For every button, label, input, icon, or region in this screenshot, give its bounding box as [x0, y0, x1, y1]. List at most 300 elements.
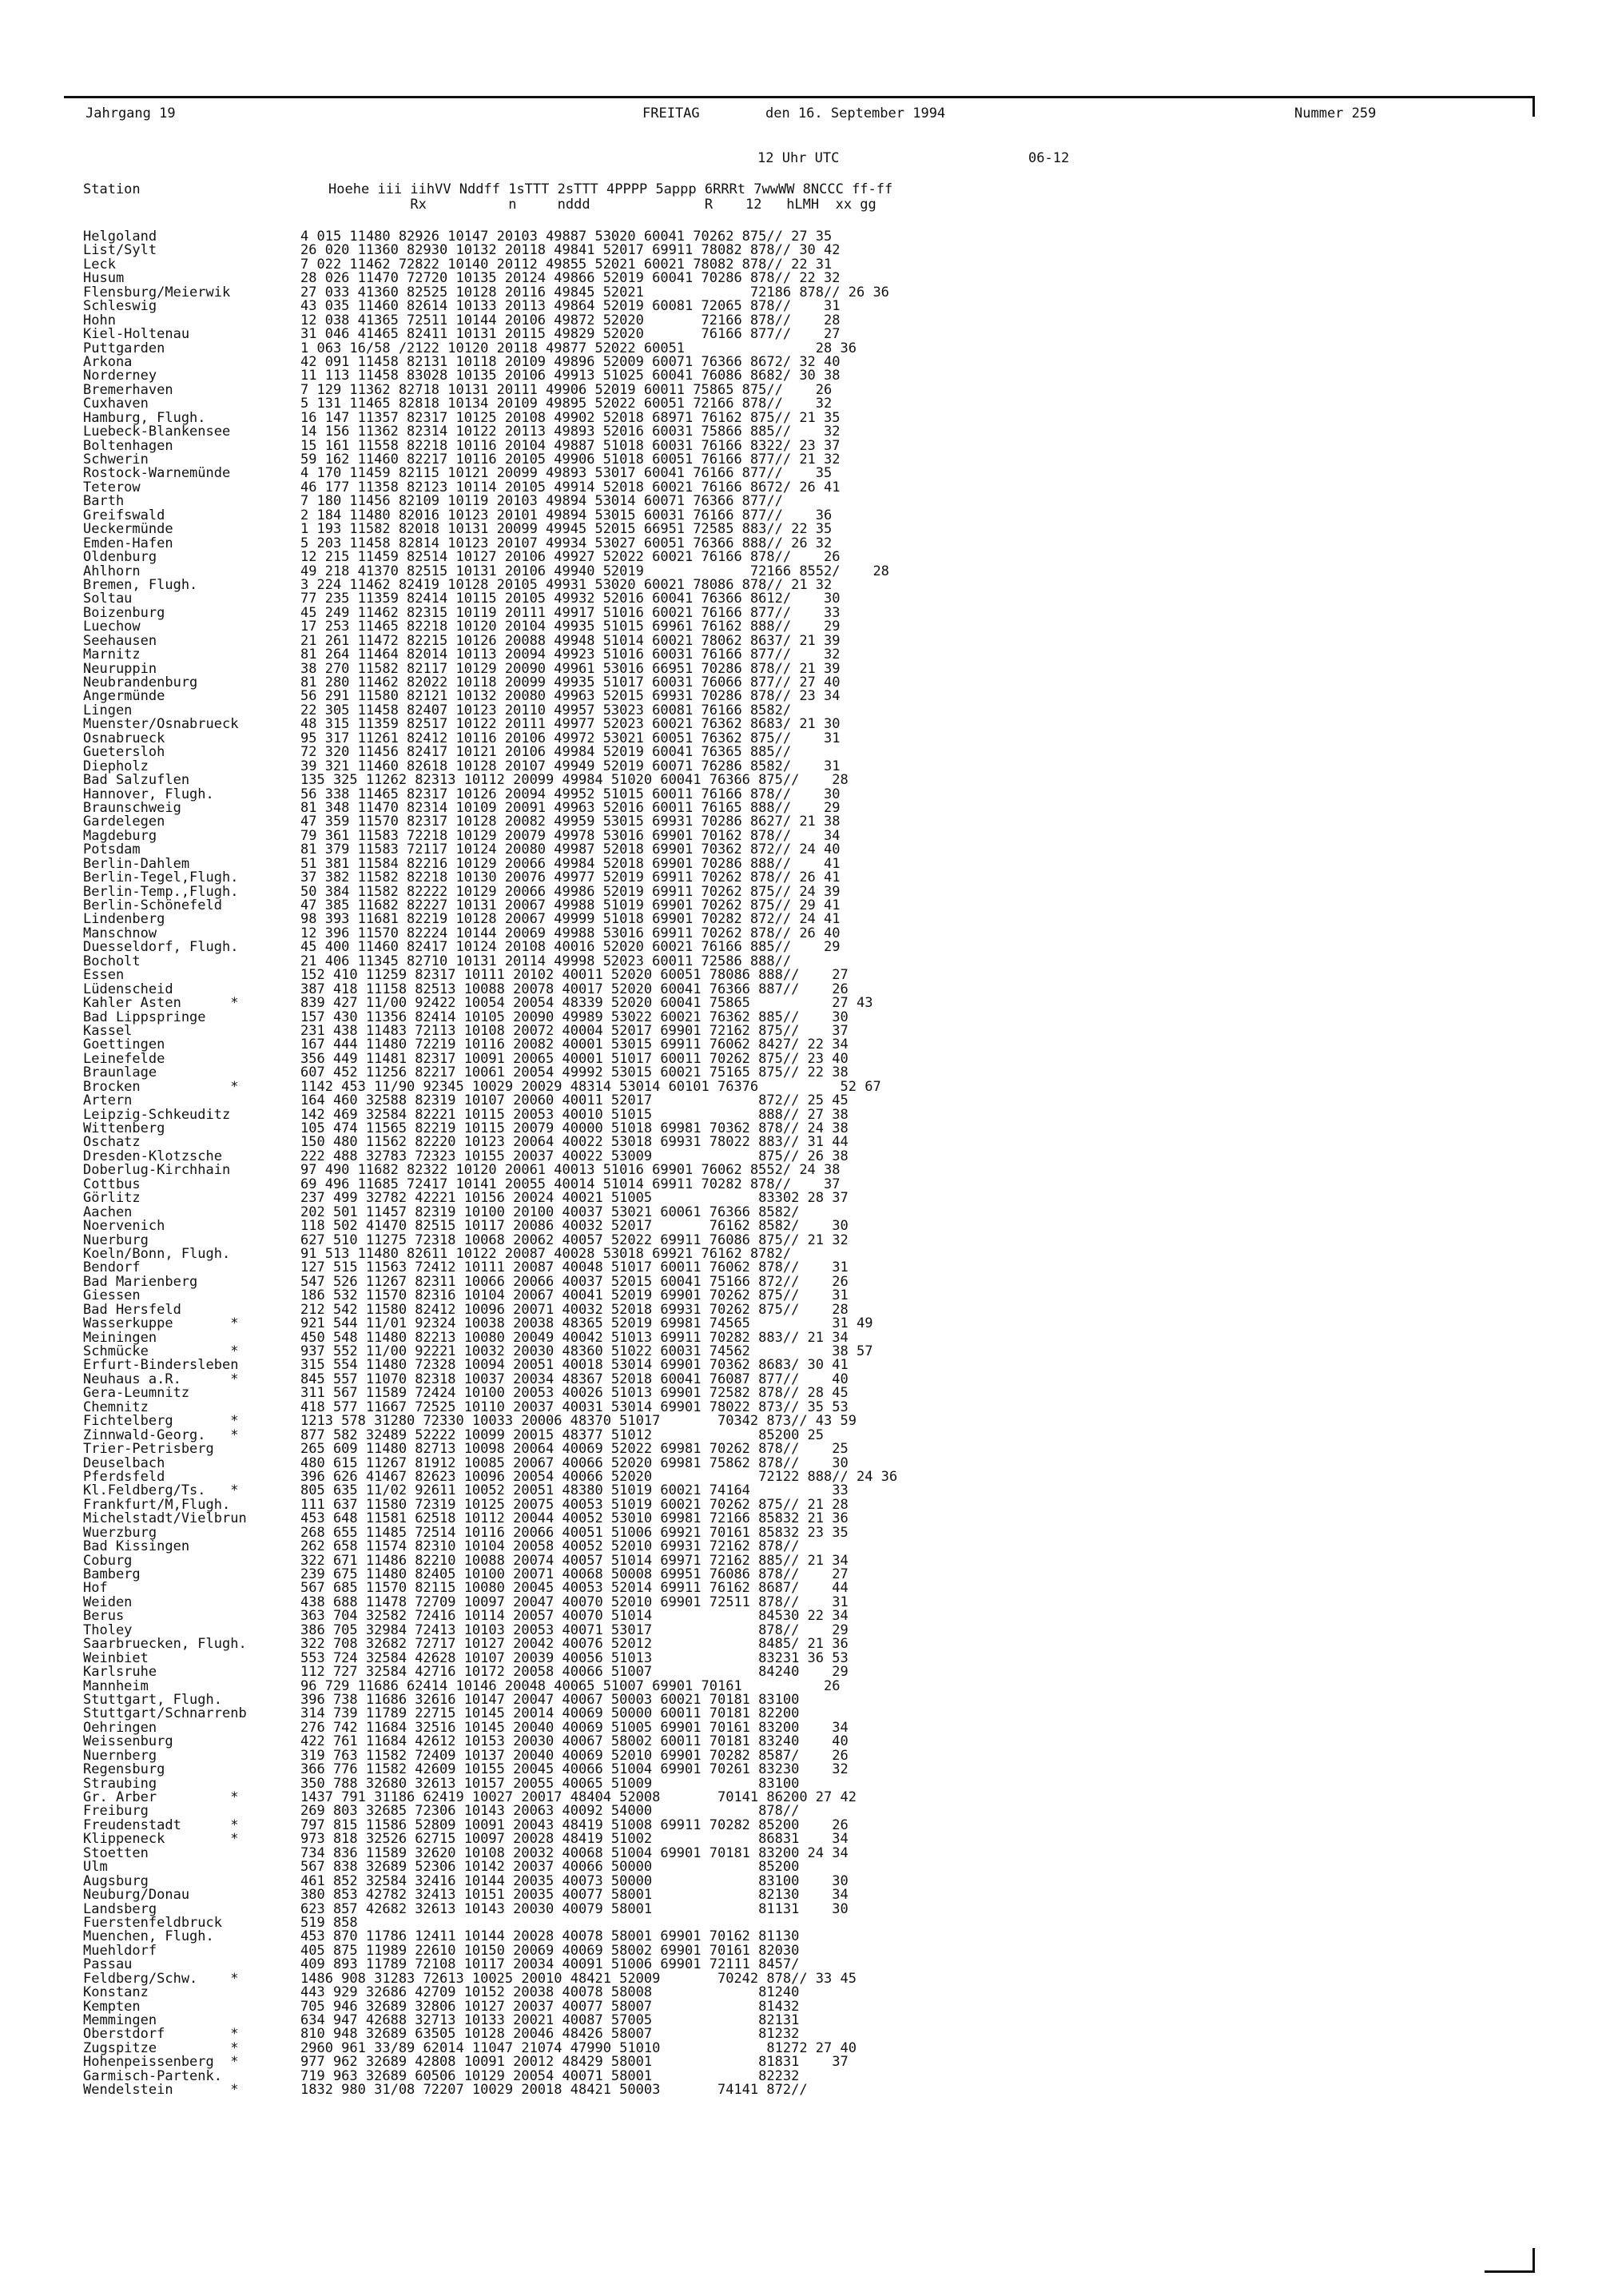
table-row [83, 1900, 1051, 1917]
station-values: 81 348 11470 82314 10109 20091 49963 52016 60011 76165 888// 29 [300, 799, 841, 816]
station-values: 418 577 11667 72525 10110 20037 40031 53014 69901 78022 873// 35 53 [300, 1399, 849, 1415]
station-values: 12 038 41365 72511 10144 20106 49872 52020 72166 878// 28 [300, 312, 841, 328]
station-values: 480 615 11267 81912 10085 20067 40066 52020 69981 75862 878// 30 [300, 1454, 849, 1471]
station-name: Leinefelde [83, 1050, 165, 1067]
station-name: Bremerhaven [83, 381, 173, 398]
station-values: 409 893 11789 72108 10117 20034 40091 51006 69901 72111 8457/ [300, 1956, 800, 1973]
station-values: 39 321 11460 82618 10128 20107 49949 52019 60071 76286 8582/ 31 [300, 758, 841, 774]
station-name: Deuselbach [83, 1454, 165, 1471]
station-name: Guetersloh [83, 744, 165, 761]
station-values: 152 410 11259 82317 10111 20102 40011 52020 60051 78086 888// 27 [300, 967, 849, 984]
station-values: 1437 791 31186 62419 10027 20017 48404 52008 70141 86200 27 42 [300, 1789, 857, 1805]
station-values: 396 626 41467 82623 10096 20054 40066 52020 72122 888// 24 36 [300, 1468, 898, 1485]
station-name: Regensburg [83, 1761, 165, 1778]
station-name: Garmisch-Partenk. [83, 2067, 222, 2084]
station-name: Osnabrueck [83, 730, 165, 746]
station-name: Augsburg [83, 1872, 149, 1889]
station-values: 322 671 11486 82210 10088 20074 40057 51014 69971 72162 885// 21 34 [300, 1552, 849, 1569]
station-values: 81 264 11464 82014 10113 20094 49923 51016 60031 76166 877// 32 [300, 647, 841, 663]
station-name: Leck [83, 256, 116, 273]
station-name: Oehringen [83, 1719, 157, 1736]
station-name: Giessen [83, 1287, 141, 1304]
station-values: 1 193 11582 82018 10131 20099 49945 52015 66951 72585 883// 22 35 [300, 521, 833, 538]
station-name: Muehldorf [83, 1942, 157, 1959]
station-name: Hohenpeissenberg * [83, 2054, 239, 2071]
station-values: 21 406 11345 82710 10131 20114 49998 52023 60011 72586 888// [300, 953, 792, 969]
station-name: Bamberg [83, 1566, 141, 1582]
station-values: 7 129 11362 82718 10131 20111 49906 52019 60011 75865 875// 26 [300, 381, 833, 398]
station-name: Oldenburg [83, 549, 157, 566]
station-name: List/Sylt [83, 242, 157, 259]
table-row [83, 1192, 1051, 1205]
station-name: Wittenberg [83, 1120, 165, 1136]
station-name: Husum [83, 270, 125, 287]
station-values: 38 270 11582 82117 10129 20090 49961 53016 66951 70286 878// 21 39 [300, 660, 841, 677]
station-name: Neuburg/Donau [83, 1887, 190, 1904]
station-values: 276 742 11684 32516 10145 20040 40069 51005 69901 70161 83200 34 [300, 1719, 849, 1736]
station-name: Doberlug-Kirchhain [83, 1162, 231, 1179]
issue-number: Nummer 259 [1294, 105, 1377, 121]
station-values: 705 946 32689 32806 10127 20037 40077 58007 81432 [300, 1998, 800, 2015]
station-values: 2960 961 33/89 62014 11047 21074 47990 51010 81272 27 40 [300, 2039, 857, 2056]
station-name: Weissenburg [83, 1733, 173, 1750]
station-name: Bendorf [83, 1259, 141, 1276]
station-name: Helgoland [83, 229, 157, 245]
station-name: Lüdenscheid [83, 981, 173, 997]
station-name: Bremen, Flugh. [83, 576, 198, 593]
station-name: Pferdsfeld [83, 1468, 165, 1485]
station-values: 105 474 11565 82219 10115 20079 40000 51018 69981 70362 878// 24 38 [300, 1120, 849, 1136]
station-name: Berlin-Schönefeld [83, 897, 222, 913]
table-row [83, 523, 1051, 536]
station-name: Luebeck-Blankensee [83, 424, 231, 440]
station-values: 547 526 11267 82311 10066 20066 40037 52015 60041 75166 872// 26 [300, 1273, 849, 1290]
station-name: Hannover, Flugh. [83, 786, 214, 802]
station-values: 45 400 11460 82417 10124 20108 40016 52020 60021 76166 885// 29 [300, 939, 841, 956]
station-values: 96 729 11686 62414 10146 20048 40065 51007 69901 70161 26 [300, 1677, 841, 1694]
station-name: Muenchen, Flugh. [83, 1928, 214, 1945]
station-values: 453 870 11786 12411 10144 20028 40078 58001 69901 70162 81130 [300, 1928, 800, 1945]
station-name: Duesseldorf, Flugh. [83, 939, 239, 956]
station-name: Greifswald [83, 507, 165, 523]
station-name: Wasserkuppe * [83, 1315, 239, 1332]
station-values: 567 838 32689 52306 10142 20037 40066 50000 85200 [300, 1859, 800, 1876]
station-name: Kempten [83, 1998, 141, 2015]
station-values: 634 947 42688 32713 10133 20021 40087 57005 82131 [300, 2012, 800, 2028]
station-values: 396 738 11686 32616 10147 20047 40067 50003 60021 70181 83100 [300, 1691, 800, 1708]
table-row [83, 648, 1051, 662]
station-name: Emden-Hafen [83, 535, 173, 551]
station-values: 387 418 11158 82513 10088 20078 40017 52020 60041 76366 887// 26 [300, 981, 849, 997]
station-values: 81 280 11462 82022 10118 20099 49935 51017 60031 76066 877// 27 40 [300, 674, 841, 690]
station-values: 231 438 11483 72113 10108 20072 40004 52017 69901 72162 875// 37 [300, 1022, 849, 1039]
station-values: 51 381 11584 82216 10129 20066 49984 52018 69901 70286 888// 41 [300, 855, 841, 872]
station-values: 4 170 11459 82115 10121 20099 49893 53017 60041 76166 877// 35 [300, 465, 833, 482]
station-name: Mannheim [83, 1677, 149, 1694]
station-name: Angermünde [83, 688, 165, 705]
station-values: 380 853 42782 32413 10151 20035 40077 58001 82130 34 [300, 1887, 849, 1904]
station-name: Bad Kissingen [83, 1538, 190, 1555]
station-values: 2 184 11480 82016 10123 20101 49894 53015 60031 76166 877// 36 [300, 507, 833, 523]
station-values: 43 035 11460 82614 10133 20113 49864 52019 60081 72065 878// 31 [300, 298, 841, 315]
station-values: 81 379 11583 72117 10124 20080 49987 52018 69901 70362 872// 24 40 [300, 842, 841, 858]
station-values: 239 675 11480 82405 10100 20071 40068 50008 69951 76086 878// 27 [300, 1566, 849, 1582]
station-values: 167 444 11480 72219 10116 20082 40001 53015 69911 76062 8427/ 22 34 [300, 1037, 849, 1053]
table-row [83, 997, 1051, 1010]
station-name: Feldberg/Schw. * [83, 1970, 239, 1987]
station-values: 268 655 11485 72514 10116 20066 40051 51006 69921 70161 85832 23 35 [300, 1524, 849, 1541]
station-name: Berlin-Tegel,Flugh. [83, 869, 239, 886]
station-values: 97 490 11682 82322 10120 20061 40013 51016 69901 76062 8552/ 24 38 [300, 1162, 841, 1179]
station-name: Bad Lippspringe [83, 1009, 206, 1025]
station-name: Coburg [83, 1552, 133, 1569]
station-values: 422 761 11684 42612 10153 20030 40067 58002 60011 70181 83240 40 [300, 1733, 849, 1750]
column-headers: Station Hoehe iii iihVV Nddff 1sTTT 2sTTT 4PPPP 5appp 6RRRt 7wwWW 8NCCC ff-ff [83, 181, 893, 197]
station-name: Meiningen [83, 1329, 157, 1346]
station-values: 118 502 41470 82515 10117 20086 40032 52017 76162 8582/ 30 [300, 1218, 849, 1235]
station-name: Passau [83, 1956, 133, 1973]
station-values: 7 180 11456 82109 10119 20103 49894 53014 60071 76366 877// [300, 493, 783, 510]
station-values: 135 325 11262 82313 10112 20099 49984 51020 60041 76366 875// 28 [300, 772, 849, 789]
station-name: Dresden-Klotzsche [83, 1148, 222, 1164]
station-name: Bad Salzuflen [83, 772, 190, 789]
station-values: 719 963 32689 60506 10129 20054 40071 58001 82232 [300, 2067, 800, 2084]
station-values: 3 224 11462 82419 10128 20105 49931 53020 60021 78086 878// 21 32 [300, 576, 833, 593]
station-name: Landsberg [83, 1900, 157, 1917]
station-name: Hof [83, 1580, 108, 1597]
station-name: Konstanz [83, 1984, 149, 2001]
station-values: 26 020 11360 82930 10132 20118 49841 52017 69911 78082 878// 30 42 [300, 242, 841, 259]
table-row [83, 1986, 1051, 2000]
station-name: Soltau [83, 591, 133, 607]
station-name: Hamburg, Flugh. [83, 409, 206, 426]
station-name: Berus [83, 1608, 125, 1625]
station-values: 366 776 11582 42609 10155 20045 40066 51004 69901 70261 83230 32 [300, 1761, 849, 1778]
table-row [83, 425, 1051, 439]
station-name: Neuruppin [83, 660, 157, 677]
frame-top-rule [64, 96, 1534, 98]
station-values: 50 384 11582 82222 10129 20066 49986 52019 69911 70262 875// 24 39 [300, 883, 841, 900]
observation-time: 12 Uhr UTC [757, 150, 840, 166]
station-name: Stuttgart, Flugh. [83, 1691, 222, 1708]
station-values: 937 552 11/00 92221 10032 20030 48360 51022 60031 74562 38 57 [300, 1343, 873, 1359]
table-row [83, 1888, 1051, 1902]
station-name: Fichtelberg * [83, 1413, 239, 1430]
station-name: Schmücke * [83, 1343, 239, 1359]
station-name: Braunschweig [83, 799, 181, 816]
station-name: Lingen [83, 702, 133, 718]
report-date: den 16. September 1994 [765, 105, 946, 121]
station-values: 77 235 11359 82414 10115 20105 49932 52016 60041 76366 8612/ 30 [300, 591, 841, 607]
station-values: 567 685 11570 82115 10080 20045 40053 52014 69911 76162 8687/ 44 [300, 1580, 849, 1597]
station-values: 805 635 11/02 92611 10052 20051 48380 51019 60021 74164 33 [300, 1482, 849, 1499]
station-values: 47 359 11570 82317 10128 20082 49959 53015 69931 70286 8627/ 21 38 [300, 814, 841, 830]
station-table [83, 230, 1051, 2098]
station-name: Cottbus [83, 1176, 141, 1192]
station-values: 186 532 11570 82316 10104 20067 40041 52019 69901 70262 875// 31 [300, 1287, 849, 1304]
station-values: 98 393 11681 82219 10128 20067 49999 51018 69901 70282 872// 24 41 [300, 911, 841, 928]
table-row [83, 1415, 1051, 1428]
station-values: 112 727 32584 42716 10172 20058 40066 51007 84240 29 [300, 1664, 849, 1681]
station-name: Bocholt [83, 953, 141, 969]
station-name: Memmingen [83, 2012, 157, 2028]
station-values: 212 542 11580 82412 10096 20071 40032 52018 69931 70262 875// 28 [300, 1301, 849, 1318]
station-values: 17 253 11465 82218 10120 20104 49935 51015 69961 76162 888// 29 [300, 619, 841, 635]
station-name: Görlitz [83, 1190, 141, 1207]
station-name: Ulm [83, 1859, 108, 1876]
station-name: Gardelegen [83, 814, 165, 830]
station-values: 973 818 32526 62715 10097 20028 48419 51002 86831 34 [300, 1831, 849, 1848]
station-name: Arkona [83, 353, 133, 370]
station-name: Koeln/Bonn, Flugh. [83, 1245, 231, 1262]
station-values: 15 161 11558 82218 10116 20104 49887 51018 60031 76166 8322/ 23 37 [300, 437, 841, 454]
station-name: Potsdam [83, 842, 141, 858]
station-name: Seehausen [83, 632, 157, 649]
station-name: Weiden [83, 1594, 133, 1610]
station-name: Erfurt-Bindersleben [83, 1357, 239, 1374]
station-values: 142 469 32584 82221 10115 20053 40010 51015 888// 27 38 [300, 1106, 849, 1123]
station-name: Aachen [83, 1204, 133, 1220]
station-values: 877 582 32489 52222 10099 20015 48377 51012 85200 25 [300, 1427, 825, 1443]
station-values: 150 480 11562 82220 10123 20064 40022 53018 69931 78022 883// 31 44 [300, 1134, 849, 1151]
station-values: 839 427 11/00 92422 10054 20054 48339 52020 60041 75865 27 43 [300, 995, 873, 1012]
station-values: 202 501 11457 82319 10100 20100 40037 53021 60061 76366 8582/ [300, 1204, 800, 1220]
station-values: 1 063 16/58 /2122 10120 20118 49877 52022 60051 28 36 [300, 340, 857, 356]
station-name: Kassel [83, 1022, 133, 1039]
frame-right-top [1532, 96, 1535, 117]
station-name: Stoetten [83, 1844, 149, 1861]
station-values: 7 022 11462 72822 10140 20112 49855 52021 60021 78082 878// 22 31 [300, 256, 833, 273]
station-name: Marnitz [83, 647, 141, 663]
station-values: 623 857 42682 32613 10143 20030 40079 58001 81131 30 [300, 1900, 849, 1917]
table-row [83, 746, 1051, 759]
station-values: 222 488 32783 72323 10155 20037 40022 53009 875// 26 38 [300, 1148, 849, 1164]
station-name: Flensburg/Meierwik [83, 284, 231, 300]
table-row [83, 328, 1051, 341]
station-name: Gr. Arber * [83, 1789, 239, 1805]
station-values: 164 460 32588 82319 10107 20060 40011 52017 872// 25 45 [300, 1092, 849, 1109]
station-values: 453 648 11581 62518 10112 20044 40052 53010 69981 72166 85832 21 36 [300, 1510, 849, 1527]
station-name: Braunlage [83, 1064, 157, 1081]
station-name: Manschnow [83, 925, 157, 941]
station-name: Ueckermünde [83, 521, 173, 538]
table-row [83, 300, 1051, 313]
station-values: 127 515 11563 72412 10111 20087 40048 51017 60011 76062 878// 31 [300, 1259, 849, 1276]
station-name: Leipzig-Schkeuditz [83, 1106, 231, 1123]
station-values: 12 215 11459 82514 10127 20106 49927 52022 60021 76166 878// 26 [300, 549, 841, 566]
station-name: Neuhaus a.R. * [83, 1371, 239, 1387]
station-name: Schwerin [83, 452, 149, 468]
station-values: 45 249 11462 82315 10119 20111 49917 51016 60021 76166 877// 33 [300, 604, 841, 621]
station-values: 734 836 11589 32620 10108 20032 40068 51004 69901 70181 83200 24 34 [300, 1844, 849, 1861]
station-values: 4 015 11480 82926 10147 20103 49887 53020 60041 70262 875// 27 35 [300, 229, 833, 245]
station-values: 16 147 11357 82317 10125 20108 49902 52018 68971 76162 875// 21 35 [300, 409, 841, 426]
station-name: Bad Hersfeld [83, 1301, 181, 1318]
station-name: Stuttgart/Schnarrenb [83, 1705, 247, 1722]
station-values: 977 962 32689 42808 10091 20012 48429 58001 81831 37 [300, 2054, 849, 2071]
station-values: 1213 578 31280 72330 10033 20006 48370 51017 70342 873// 43 59 [300, 1413, 857, 1430]
station-name: Diepholz [83, 758, 149, 774]
table-row [83, 1665, 1051, 1679]
station-values: 607 452 11256 82217 10061 20054 49992 53015 60021 75165 875// 22 38 [300, 1064, 849, 1081]
station-name: Noervenich [83, 1218, 165, 1235]
station-name: Kl.Feldberg/Ts. * [83, 1482, 239, 1499]
station-name: Nuernberg [83, 1747, 157, 1764]
station-values: 69 496 11685 72417 10141 20055 40014 51014 69911 70282 878// 37 [300, 1176, 841, 1192]
station-name: Michelstadt/Vielbrun [83, 1510, 247, 1527]
station-values: 810 948 32689 63505 10128 20046 48426 58007 81232 [300, 2026, 800, 2043]
station-values: 553 724 32584 42628 10107 20039 40056 51013 83231 36 53 [300, 1649, 849, 1666]
station-values: 1832 980 31/08 72207 10029 20018 48421 50003 74141 872// [300, 2082, 808, 2099]
station-name: Kahler Asten * [83, 995, 239, 1012]
station-values: 111 637 11580 72319 10125 20075 40053 51019 60021 70262 875// 21 28 [300, 1496, 849, 1513]
station-name: Teterow [83, 479, 141, 495]
table-row [83, 871, 1051, 885]
station-name: Fuerstenfeldbruck [83, 1914, 222, 1931]
station-name: Saarbruecken, Flugh. [83, 1636, 247, 1653]
table-row [83, 1317, 1051, 1331]
station-name: Schleswig [83, 298, 157, 315]
station-name: Puttgarden [83, 340, 165, 356]
table-row [83, 1442, 1051, 1456]
station-values: 31 046 41465 82411 10131 20115 49829 52020 76166 877// 27 [300, 326, 841, 343]
station-values: 461 852 32584 32416 10144 20035 40073 50000 83100 30 [300, 1872, 849, 1889]
table-row [83, 774, 1051, 787]
station-values: 519 858 [300, 1914, 358, 1931]
station-values: 56 291 11580 82121 10132 20080 49963 52015 69931 70286 878// 23 34 [300, 688, 841, 705]
station-values: 845 557 11070 82318 10037 20034 48367 52018 60041 76087 877// 40 [300, 1371, 849, 1387]
station-name: Wendelstein * [83, 2082, 239, 2099]
station-name: Gera-Leumnitz [83, 1385, 190, 1402]
station-name: Rostock-Warnemünde [83, 465, 231, 482]
station-name: Cuxhaven [83, 396, 149, 412]
weekday: FREITAG [642, 105, 700, 121]
station-name: Boizenburg [83, 604, 165, 621]
frame-bottom-rule [1485, 2270, 1535, 2273]
station-name: Weinbiet [83, 1649, 149, 1666]
table-row [83, 1220, 1051, 1233]
station-values: 405 875 11989 22610 10150 20069 40069 58002 69901 70161 82030 [300, 1942, 800, 1959]
station-values: 28 026 11470 72720 10135 20124 49866 52019 60041 70286 878// 22 32 [300, 270, 841, 287]
station-values: 363 704 32582 72416 10114 20057 40070 51014 84530 22 34 [300, 1608, 849, 1625]
station-values: 5 203 11458 82814 10123 20107 49934 53027 60051 76366 888// 26 32 [300, 535, 833, 551]
station-values: 14 156 11362 82314 10122 20113 49893 52016 60031 75866 885// 32 [300, 424, 841, 440]
station-name: Bad Marienberg [83, 1273, 198, 1290]
station-values: 356 449 11481 82317 10091 20065 40001 51017 60011 70262 875// 23 40 [300, 1050, 849, 1067]
station-values: 319 763 11582 72409 10137 20040 40069 52010 69901 70282 8587/ 26 [300, 1747, 849, 1764]
station-name: Magdeburg [83, 827, 157, 844]
station-values: 72 320 11456 82417 10121 20106 49984 52019 60041 76365 885// [300, 744, 792, 761]
station-name: Trier-Petrisberg [83, 1441, 214, 1458]
station-name: Artern [83, 1092, 133, 1109]
station-values: 37 382 11582 82218 10130 20076 49977 52019 69911 70262 878// 26 41 [300, 869, 841, 886]
station-name: Oschatz [83, 1134, 141, 1151]
station-values: 443 929 32686 42709 10152 20038 40078 58008 81240 [300, 1984, 800, 2001]
station-name: Oberstdorf * [83, 2026, 239, 2043]
table-row [83, 1763, 1051, 1777]
station-values: 91 513 11480 82611 10122 20087 40028 53018 69921 76162 8782/ [300, 1245, 792, 1262]
station-values: 269 803 32685 72306 10143 20063 40092 54000 878// [300, 1803, 800, 1820]
station-name: Klippeneck * [83, 1831, 239, 1848]
table-row [83, 1637, 1051, 1651]
station-name: Goettingen [83, 1037, 165, 1053]
station-values: 22 305 11458 82407 10123 20110 49957 53023 60081 76166 8582/ [300, 702, 792, 718]
frame-right-bottom [1532, 2248, 1535, 2270]
station-values: 42 091 11458 82131 10118 20109 49896 52009 60071 76366 8672/ 32 40 [300, 353, 841, 370]
station-name: Neubrandenburg [83, 674, 198, 690]
station-name: Essen [83, 967, 125, 984]
table-row [83, 969, 1051, 982]
station-values: 95 317 11261 82412 10116 20106 49972 53021 60051 76362 875// 31 [300, 730, 841, 746]
station-name: Barth [83, 493, 125, 510]
station-name: Karlsruhe [83, 1664, 157, 1681]
station-name: Boltenhagen [83, 437, 173, 454]
station-name: Zugspitze * [83, 2039, 239, 2056]
station-name: Berlin-Temp.,Flugh. [83, 883, 239, 900]
table-row [83, 1860, 1051, 1874]
station-name: Freudenstadt * [83, 1817, 239, 1833]
table-row [83, 1094, 1051, 1108]
period-label: 06-12 [1028, 150, 1070, 166]
station-name: Tholey [83, 1622, 133, 1638]
station-values: 314 739 11789 22715 10145 20014 40069 50000 60011 70181 82200 [300, 1705, 800, 1722]
station-name: Frankfurt/M,Flugh. [83, 1496, 231, 1513]
station-name: Muenster/Osnabrueck [83, 716, 239, 733]
station-name: Zinnwald-Georg. * [83, 1427, 239, 1443]
station-name: Wuerzburg [83, 1524, 157, 1541]
station-values: 12 396 11570 82224 10144 20069 49988 53016 69911 70262 878// 26 40 [300, 925, 841, 941]
station-name: Ahlhorn [83, 563, 141, 579]
station-values: 1142 453 11/90 92345 10029 20029 48314 53014 60101 76376 52 67 [300, 1078, 881, 1095]
station-values: 921 544 11/01 92324 10038 20038 48365 52019 69981 74565 31 49 [300, 1315, 873, 1332]
station-values: 450 548 11480 82213 10080 20049 40042 51013 69911 70282 883// 21 34 [300, 1329, 849, 1346]
station-values: 5 131 11465 82818 10134 20109 49895 52022 60051 72166 878// 32 [300, 396, 833, 412]
station-name: Lindenberg [83, 911, 165, 928]
station-values: 1486 908 31283 72613 10025 20010 48421 52009 70242 878// 33 45 [300, 1970, 857, 1987]
station-values: 11 113 11458 83028 10135 20106 49913 51025 60041 76086 8682/ 30 38 [300, 368, 841, 384]
station-values: 59 162 11460 82217 10116 20105 49906 51018 60051 76166 877// 21 32 [300, 452, 841, 468]
station-values: 46 177 11358 82123 10114 20105 49914 52018 60021 76166 8672/ 26 41 [300, 479, 841, 495]
station-name: Hohn [83, 312, 116, 328]
station-values: 79 361 11583 72218 10129 20079 49978 53016 69901 70162 878// 34 [300, 827, 841, 844]
station-name: Luechow [83, 619, 141, 635]
station-values: 21 261 11472 82215 10126 20088 49948 51014 60021 78062 8637/ 21 39 [300, 632, 841, 649]
station-values: 350 788 32680 32613 10157 20055 40065 51009 83100 [300, 1775, 800, 1792]
station-values: 237 499 32782 42221 10156 20024 40021 51005 83302 28 37 [300, 1190, 849, 1207]
station-name: Freiburg [83, 1803, 149, 1820]
station-name: Kiel-Holtenau [83, 326, 190, 343]
station-values: 315 554 11480 72328 10094 20051 40018 53014 69901 70362 8683/ 30 41 [300, 1357, 849, 1374]
volume-label: Jahrgang 19 [85, 105, 176, 121]
station-name: Brocken * [83, 1078, 239, 1095]
station-values: 311 567 11589 72424 10100 20053 40026 51013 69901 72582 878// 28 45 [300, 1385, 849, 1402]
station-values: 386 705 32984 72413 10103 20053 40071 53017 878// 29 [300, 1622, 849, 1638]
station-values: 47 385 11682 82227 10131 20067 49988 51019 69901 70262 875// 29 41 [300, 897, 841, 913]
table-row [83, 1540, 1051, 1554]
station-name: Berlin-Dahlem [83, 855, 190, 872]
station-values: 627 510 11275 72318 10068 20062 40057 52022 69911 76086 875// 21 32 [300, 1232, 849, 1248]
station-values: 48 315 11359 82517 10122 20111 49977 52023 60021 76362 8683/ 21 30 [300, 716, 841, 733]
station-values: 265 609 11480 82713 10098 20064 40069 52022 69981 70262 878// 25 [300, 1441, 849, 1458]
station-name: Chemnitz [83, 1399, 149, 1415]
station-values: 157 430 11356 82414 10105 20090 49989 53022 60021 76362 885// 30 [300, 1009, 849, 1025]
table-row [83, 2083, 1051, 2097]
station-name: Nuerburg [83, 1232, 149, 1248]
station-values: 27 033 41360 82525 10128 20116 49845 52021 72186 878// 26 36 [300, 284, 889, 300]
station-values: 322 708 32682 72717 10127 20042 40076 52012 8485/ 21 36 [300, 1636, 849, 1653]
station-values: 438 688 11478 72709 10097 20047 40070 52010 69901 72511 878// 31 [300, 1594, 849, 1610]
station-values: 56 338 11465 82317 10126 20094 49952 51015 60011 76166 878// 30 [300, 786, 841, 802]
